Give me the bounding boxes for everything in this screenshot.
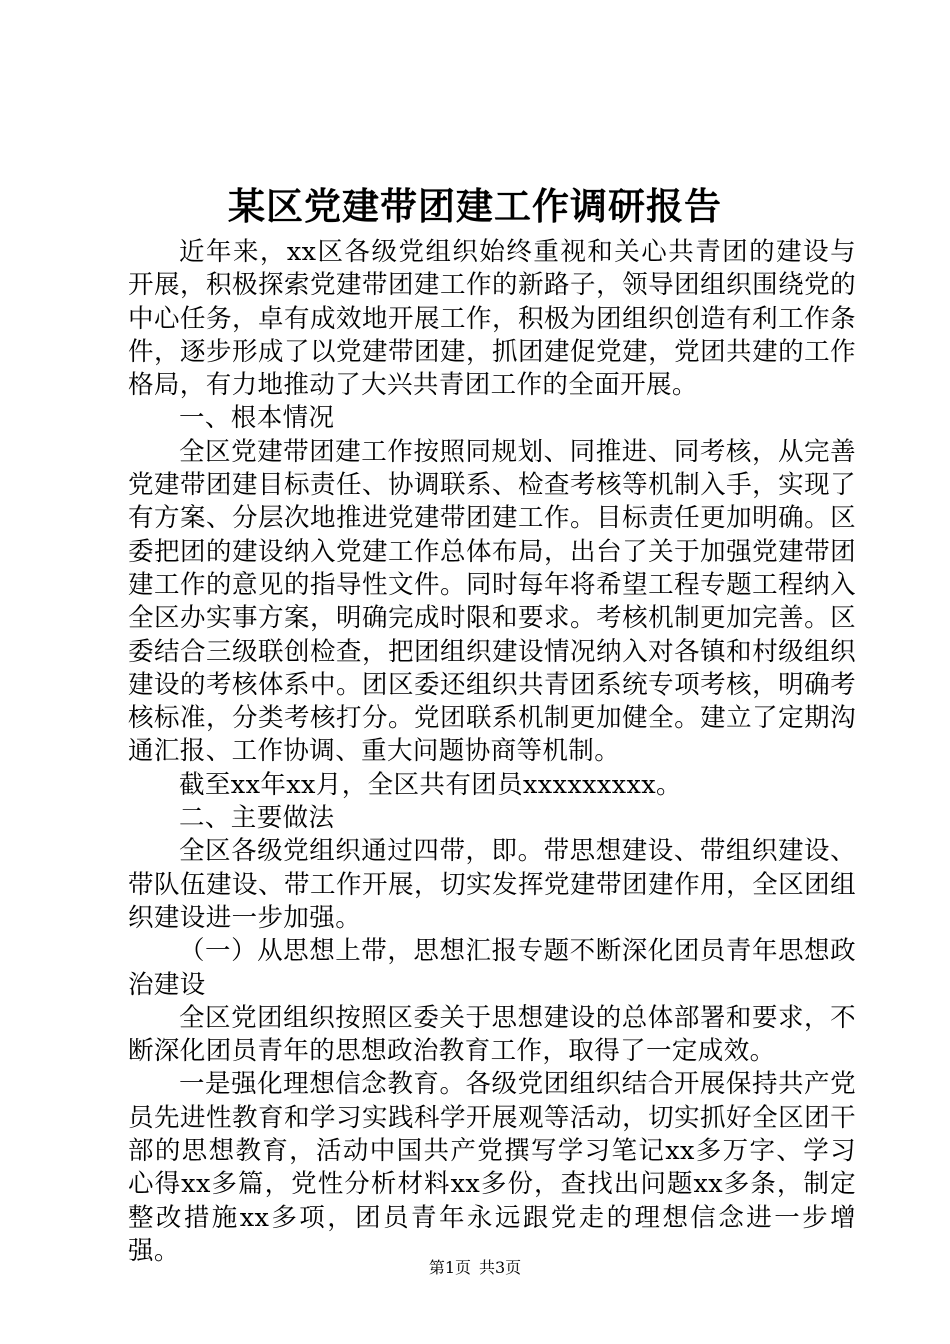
paragraph-member-count: 截至xx年xx月，全区共有团员xxxxxxxxx。 <box>179 769 682 800</box>
paragraph-basic-situation: 全区党建带团建工作按照同规划、同推进、同考核，从完善党建带团建目标责任、协调联系、检查考核等机制入手，实现了有方案、分层次地推进党建带团建工作。目标责任更加明确。区委把团的建设纳入党建工作总体布局，出台了关于加强党建带团建工作的意见的指导性文件。同时每年将希望工程专题工程纳入全区办实事方案，明确完成时限和要求。考核机制更加完善。区委结合三级联创检查，把团组织建设情况纳入对各镇和村级组织建设的考核体系中。团区委还组织共青团系统专项考核，明确考核标准，分类考核打分。党团联系机制更加健全。建立了定期沟通汇报、工作协调、重大问题协商等机制。 <box>128 436 856 767</box>
heading-basic-situation: 一、根本情况 <box>179 403 335 434</box>
page-number: 第1页 <box>428 1258 471 1277</box>
subheading-ideology: （一）从思想上带，思想汇报专题不断深化团员青年思想政治建设 <box>128 936 856 1000</box>
paragraph-intro: 近年来，xx区各级党组织始终重视和关心共青团的建设与开展，积极探索党建带团建工作的新路子，领导团组织围绕党的中心任务，卓有成效地开展工作，积极为团组织创造有利工作条件，逐步形成了以党建带团建，抓团建促党建，党团共建的工作格局，有力地推动了大兴共青团工作的全面开展。 <box>128 237 856 401</box>
page-total: 共3页 <box>479 1258 522 1277</box>
paragraph-four-drives: 全区各级党组织通过四带，即。带思想建设、带组织建设、带队伍建设、带工作开展，切实发挥党建带团建作用，全区团组织建设进一步加强。 <box>128 836 856 933</box>
document-body <box>128 236 856 1268</box>
page-footer <box>0 1258 950 1278</box>
paragraph-belief-education: 一是强化理想信念教育。各级党团组织结合开展保持共产党员先进性教育和学习实践科学开展观等活动，切实抓好全区团干部的思想教育，活动中国共产党撰写学习笔记xx多万字、学习心得xx多篇，党性分析材料xx多份，查找出问题xx多条，制定整改措施xx多项，团员青年永远跟党走的理想信念进一步增强。 <box>128 1069 856 1266</box>
document-title: 某区党建带团建工作调研报告 <box>228 184 722 228</box>
heading-main-practices: 二、主要做法 <box>179 803 335 834</box>
paragraph-ideology: 全区党团组织按照区委关于思想建设的总体部署和要求，不断深化团员青年的思想政治教育工作，取得了一定成效。 <box>128 1002 856 1067</box>
